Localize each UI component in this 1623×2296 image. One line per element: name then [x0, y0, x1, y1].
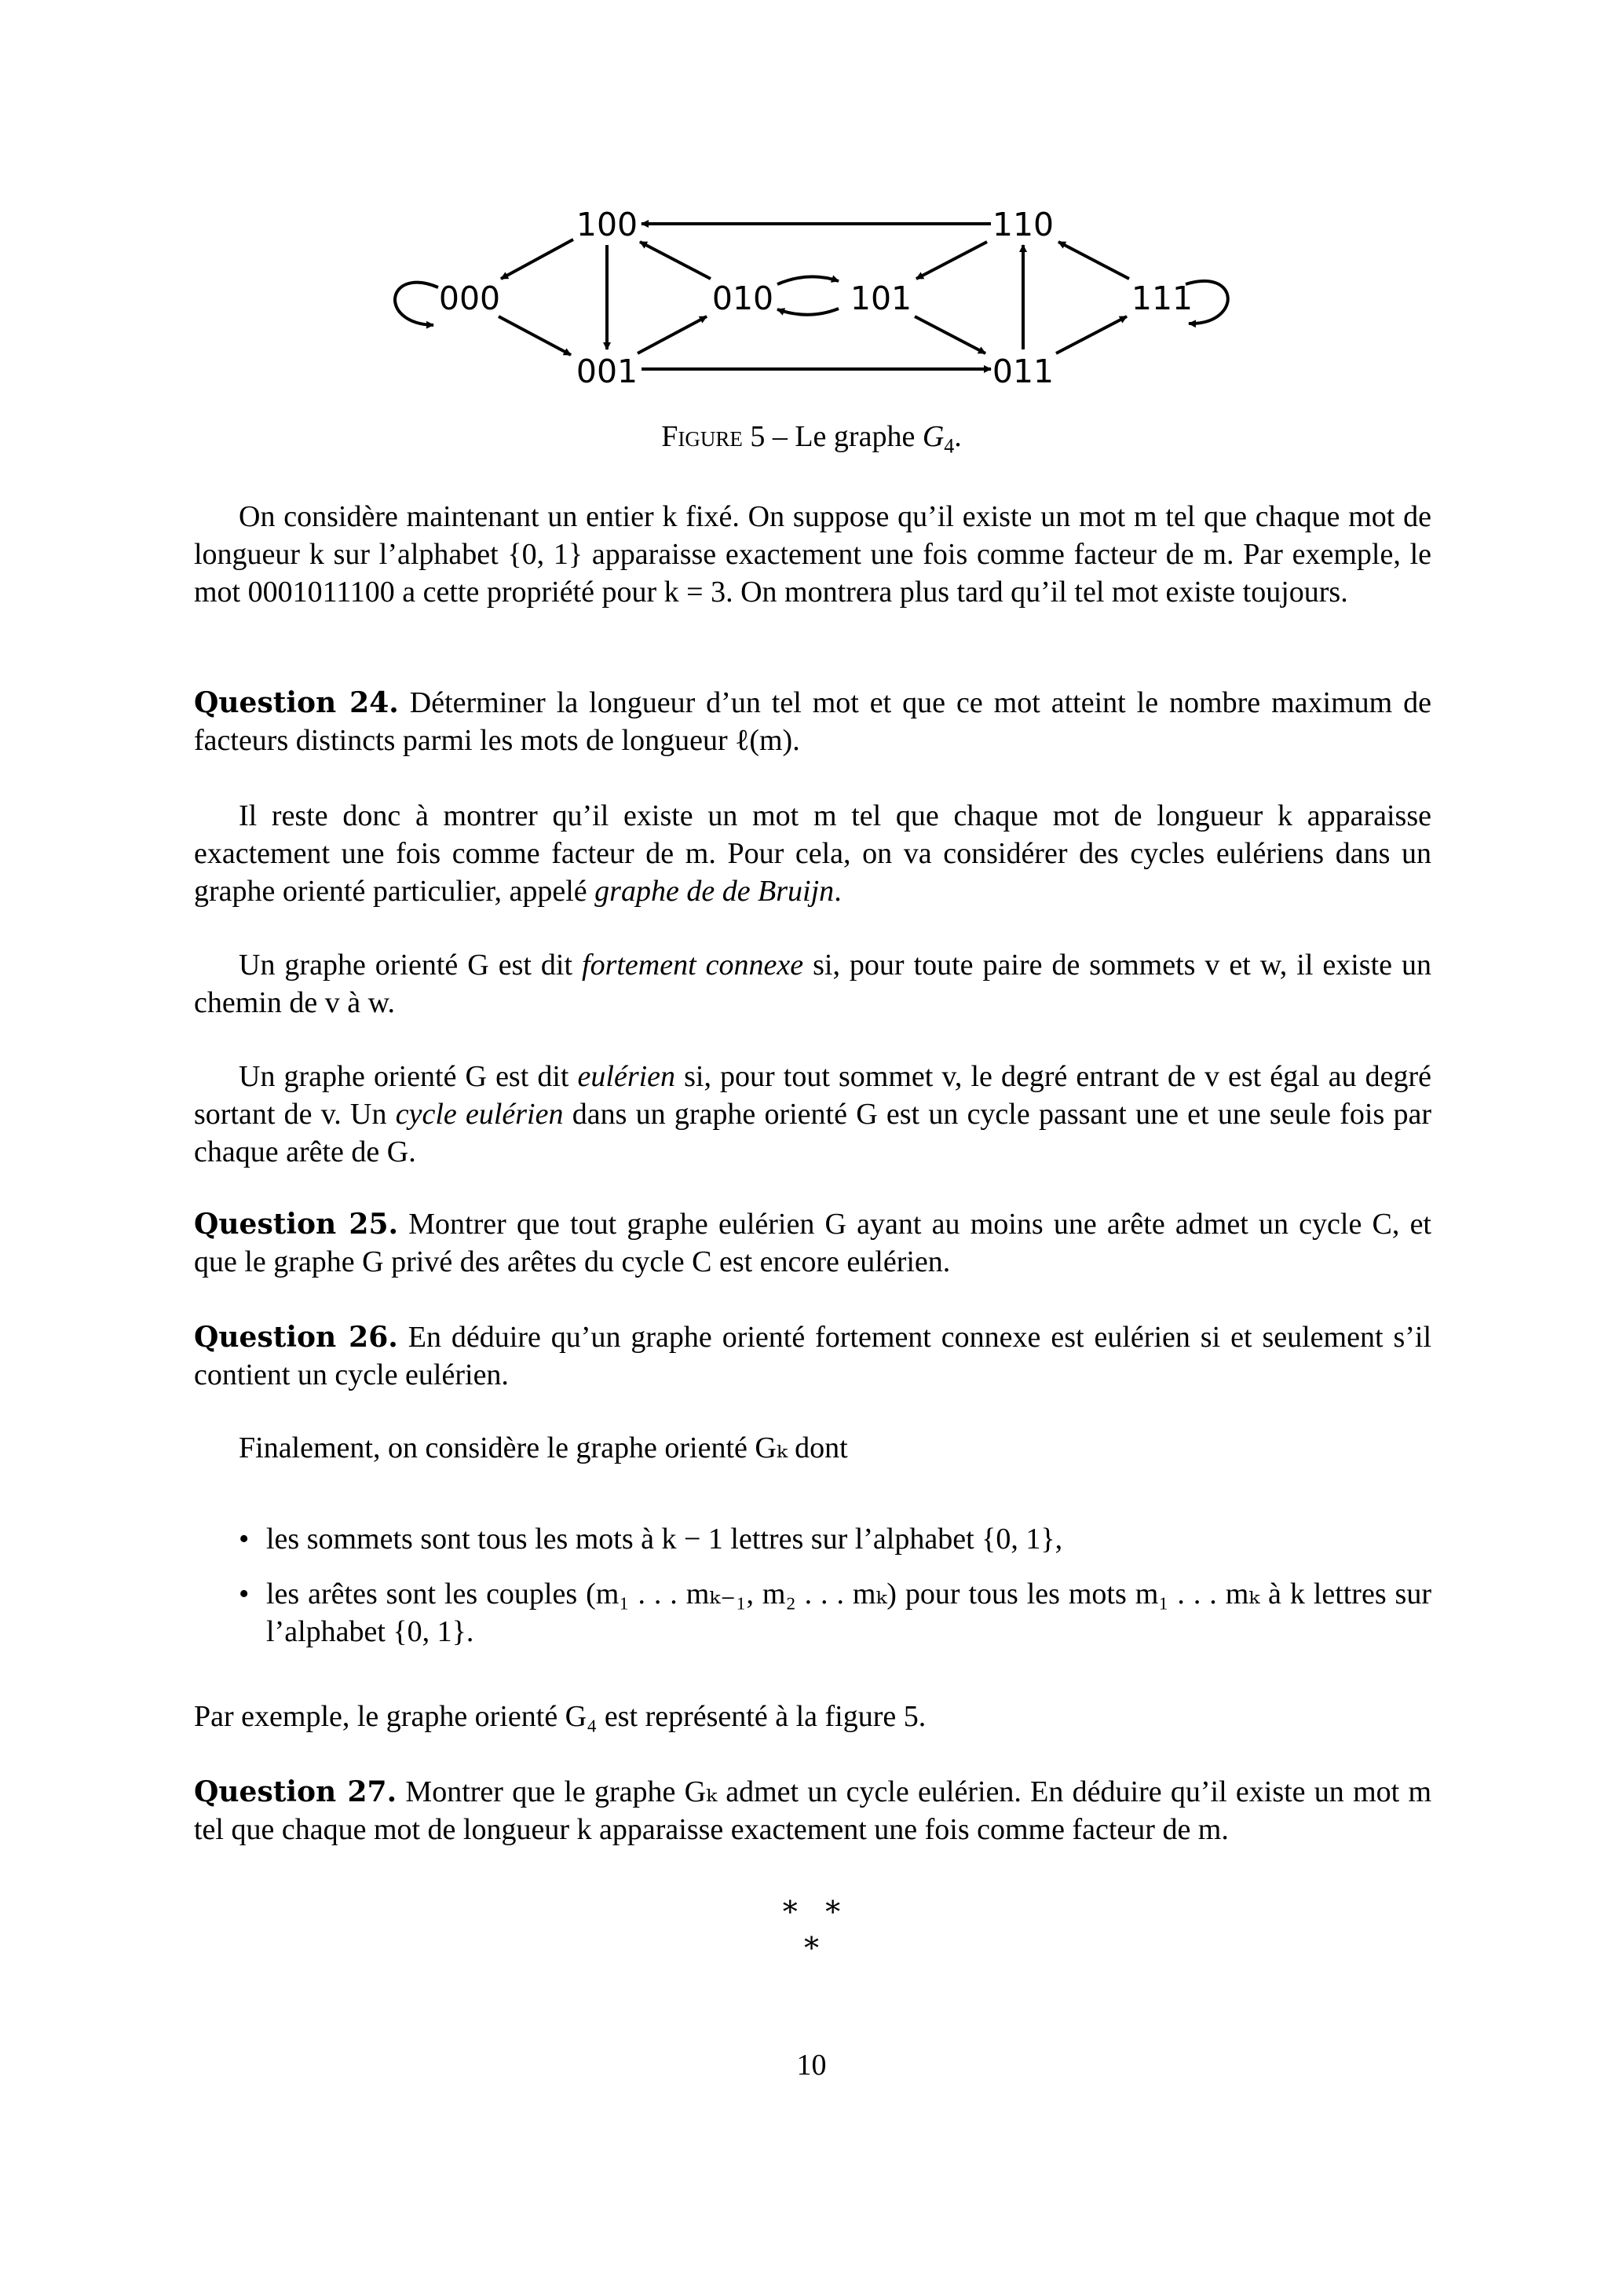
paragraph-2-em: graphe de de Bruijn — [594, 875, 835, 908]
bullet-icon: • — [239, 1578, 250, 1610]
paragraph-4-a: Un graphe orienté G est dit — [239, 1060, 578, 1093]
stars-bottom: ∗ — [801, 1926, 822, 1959]
caption-sub: 4 — [944, 434, 955, 458]
paragraph-6 — [194, 1698, 1431, 1735]
question-27 — [194, 1773, 1431, 1848]
caption-sep: – — [765, 420, 795, 453]
paragraph-2-b: . — [834, 875, 842, 908]
paragraph-2-a: Il reste donc à montrer qu’il existe un mot m tel que chaque mot de longueur k apparaisse exactement une fois comme facteur de m. Pour cela, on va considérer des cycles eulériens dans un graphe orienté particulier, appelé — [194, 799, 1431, 908]
caption-text: Le graphe — [795, 420, 923, 453]
question-27-label: Question 27. — [194, 1775, 397, 1808]
paragraph-4-b: si, pour tout sommet v, le degré entrant de v est égal au degré sortant de v. Un — [194, 1060, 1431, 1131]
question-26 — [194, 1318, 1431, 1394]
paragraph-5-text: Finalement, on considère le graphe orienté Gₖ dont — [239, 1431, 848, 1464]
edge-010-100 — [640, 242, 711, 279]
paragraph-4-em1: eulérien — [577, 1060, 676, 1093]
question-25-text: Montrer que tout graphe eulérien G ayant au moins une arête admet un cycle C, et que le graphe G privé des arêtes du cycle C est encore eulérien. — [194, 1208, 1431, 1278]
question-25-label: Question 25. — [194, 1208, 399, 1241]
paragraph-4-c: dans un graphe orienté G est un cycle passant une et une seule fois par chaque arête de G. — [194, 1098, 1431, 1168]
paragraph-5 — [194, 1429, 1431, 1467]
paragraph-6-text: Par exemple, le graphe orienté G₄ est représenté à la figure 5. — [194, 1700, 927, 1733]
question-26-label: Question 26. — [194, 1321, 398, 1354]
question-25 — [194, 1205, 1431, 1281]
node-011: 011 — [992, 353, 1055, 390]
question-24-label: Question 24. — [194, 686, 399, 719]
paragraph-1 — [194, 498, 1431, 611]
question-26-text: En déduire qu’un graphe orienté fortement connexe est eulérien si et seulement s’il contient un cycle eulérien. — [194, 1321, 1432, 1391]
edge-000-001 — [499, 316, 571, 355]
paragraph-3-b: si, pour toute paire de sommets v et w, il existe un chemin de v à w. — [194, 949, 1431, 1019]
edge-101-010 — [777, 309, 839, 315]
node-010: 010 — [711, 280, 774, 317]
edge-100-000 — [501, 239, 573, 279]
edge-011-111 — [1056, 316, 1127, 353]
question-24 — [194, 684, 1431, 759]
graph-edges — [395, 224, 1228, 369]
graph-nodes — [439, 206, 1193, 390]
edge-101-011 — [915, 316, 985, 353]
edge-010-101 — [777, 276, 839, 284]
paragraph-2 — [194, 797, 1431, 910]
node-110: 110 — [992, 206, 1055, 243]
node-111: 111 — [1131, 280, 1193, 317]
node-101: 101 — [850, 280, 912, 317]
definition-list — [194, 1520, 1431, 1651]
paragraph-3-a: Un graphe orienté G est dit — [239, 949, 583, 982]
paragraph-3 — [194, 946, 1431, 1022]
section-end-stars — [0, 1888, 1623, 1961]
figure-caption — [0, 418, 1623, 466]
node-100: 100 — [576, 206, 638, 243]
edge-110-101 — [916, 242, 987, 279]
edge-000-loop — [395, 283, 438, 325]
caption-label: Figure 5 — [661, 420, 766, 453]
question-24-text: Déterminer la longueur d’un tel mot et que ce mot atteint le nombre maximum de facteurs distincts parmi les mots de longueur ℓ(m). — [194, 686, 1432, 757]
bullet-1-text: les sommets sont tous les mots à k − 1 lettres sur l’alphabet {0, 1}, — [266, 1523, 1063, 1556]
node-000: 000 — [438, 280, 501, 317]
paragraph-3-em: fortement connexe — [582, 949, 804, 982]
edge-001-010 — [638, 316, 707, 353]
caption-math: G — [922, 420, 945, 453]
edge-111-110 — [1058, 242, 1129, 279]
bullet-2-text: les arêtes sont les couples (m₁ . . . mₖ₋₁, m₂ . . . mₖ) pour tous les mots m₁ . . . mₖ à k lettres sur l’alphabet {0, 1}. — [266, 1578, 1431, 1648]
paragraph-1-text: On considère maintenant un entier k fixé. On suppose qu’il existe un mot m tel que chaque mot de longueur k sur l’alphabet {0, 1} apparaisse exactement une fois comme facteur de m. Par exemple, le mot 0001011100 a cette propriété pour k = 3. On montrera plus tard qu’il tel mot existe toujours. — [194, 500, 1431, 609]
list-item — [194, 1575, 1431, 1651]
list-item — [194, 1520, 1431, 1558]
graph-g4-figure — [377, 196, 1256, 400]
question-27-text: Montrer que le graphe Gₖ admet un cycle eulérien. En déduire qu’il existe un mot m tel que chaque mot de longueur k apparaisse exactement une fois comme facteur de m. — [194, 1775, 1432, 1846]
node-001: 001 — [576, 353, 638, 390]
stars-top: ∗ ∗ — [780, 1890, 843, 1923]
paragraph-4-em2: cycle eulérien — [395, 1098, 564, 1131]
caption-end: . — [954, 420, 962, 453]
paragraph-4 — [194, 1058, 1431, 1171]
page-number: 10 — [796, 2049, 827, 2082]
bullet-icon: • — [239, 1523, 250, 1556]
